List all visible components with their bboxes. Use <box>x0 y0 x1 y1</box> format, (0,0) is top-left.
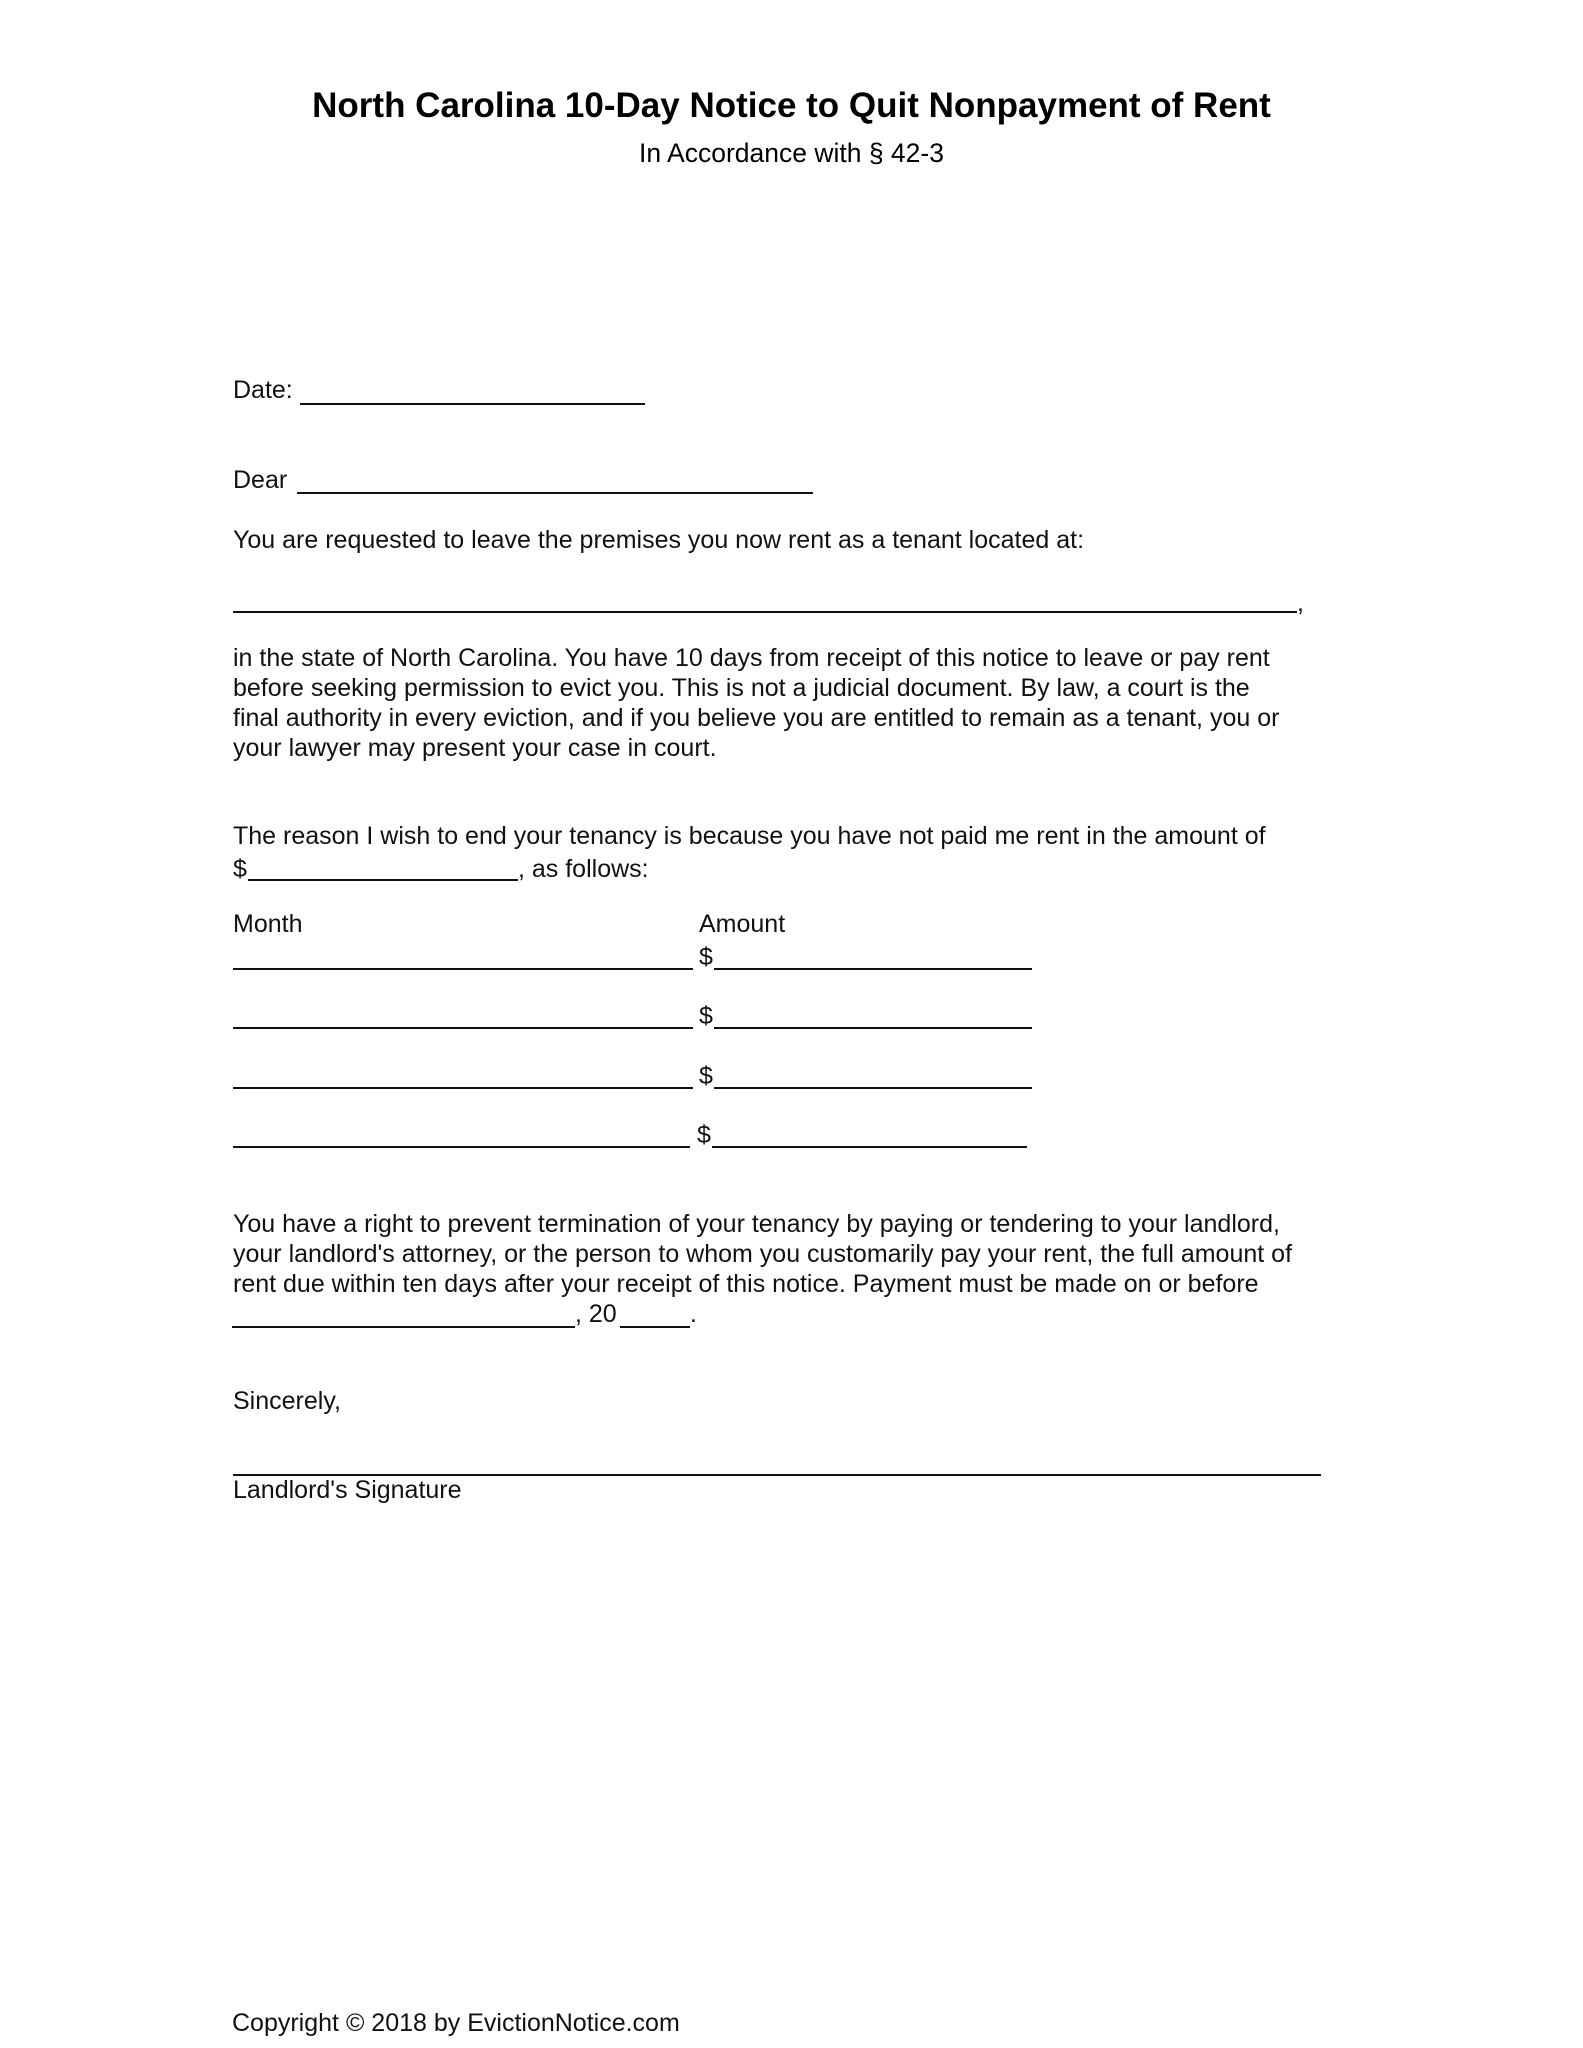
amount-header: Amount <box>699 910 786 938</box>
month-blank-line[interactable] <box>233 968 693 970</box>
paragraph1-line: final authority in every eviction, and if you believe you are entitled to remain as a tenant, you or <box>233 704 1280 732</box>
month-blank-line[interactable] <box>233 1027 693 1029</box>
as-follows-text: , as follows: <box>518 855 649 883</box>
row-dollar-sign: $ <box>697 1121 711 1149</box>
amount-blank-line[interactable] <box>714 968 1032 970</box>
copyright-text: Copyright © 2018 by EvictionNotice.com <box>232 2009 680 2037</box>
paragraph1-line: in the state of North Carolina. You have 10 days from receipt of this notice to leave or pay rent <box>233 644 1270 672</box>
date-blank-line[interactable] <box>300 403 645 405</box>
address-comma: , <box>1297 589 1304 617</box>
month-blank-line[interactable] <box>233 1087 693 1089</box>
payment-date-blank-line[interactable] <box>232 1326 575 1328</box>
paragraph2-line: your landlord's attorney, or the person to whom you customarily pay your rent, the full amount of <box>233 1240 1293 1268</box>
payment-period: . <box>690 1300 697 1328</box>
paragraph1-line: before seeking permission to evict you. This is not a judicial document. By law, a court is the <box>233 674 1250 702</box>
amount-blank-line[interactable] <box>714 1027 1032 1029</box>
payment-year-blank-line[interactable] <box>620 1326 690 1328</box>
document-subtitle: In Accordance with § 42-3 <box>639 138 944 168</box>
closing-text: Sincerely, <box>233 1387 341 1415</box>
dear-label: Dear <box>233 466 288 494</box>
total-amount-blank-line[interactable] <box>248 879 518 881</box>
reason-text: The reason I wish to end your tenancy is because you have not paid me rent in the amount of <box>233 822 1266 850</box>
address-blank-line[interactable] <box>233 611 1297 613</box>
row-dollar-sign: $ <box>699 1062 713 1090</box>
month-blank-line[interactable] <box>233 1146 690 1148</box>
tenant-name-blank-line[interactable] <box>297 492 813 494</box>
year-prefix: , 20 <box>575 1300 617 1328</box>
total-amount-dollar-sign: $ <box>233 855 247 883</box>
paragraph2-line: rent due within ten days after your receipt of this notice. Payment must be made on or before <box>233 1270 1259 1298</box>
request-text: You are requested to leave the premises you now rent as a tenant located at: <box>233 526 1085 554</box>
amount-blank-line[interactable] <box>714 1087 1032 1089</box>
row-dollar-sign: $ <box>699 943 713 971</box>
amount-blank-line[interactable] <box>712 1146 1027 1148</box>
row-dollar-sign: $ <box>699 1002 713 1030</box>
paragraph2-line: You have a right to prevent termination of your tenancy by paying or tendering to your landlord, <box>233 1210 1280 1238</box>
month-header: Month <box>233 910 303 938</box>
paragraph1-line: your lawyer may present your case in court. <box>233 734 717 762</box>
document-title: North Carolina 10-Day Notice to Quit Nonpayment of Rent <box>312 86 1271 125</box>
date-label: Date: <box>233 376 293 404</box>
signature-label: Landlord's Signature <box>233 1476 462 1504</box>
